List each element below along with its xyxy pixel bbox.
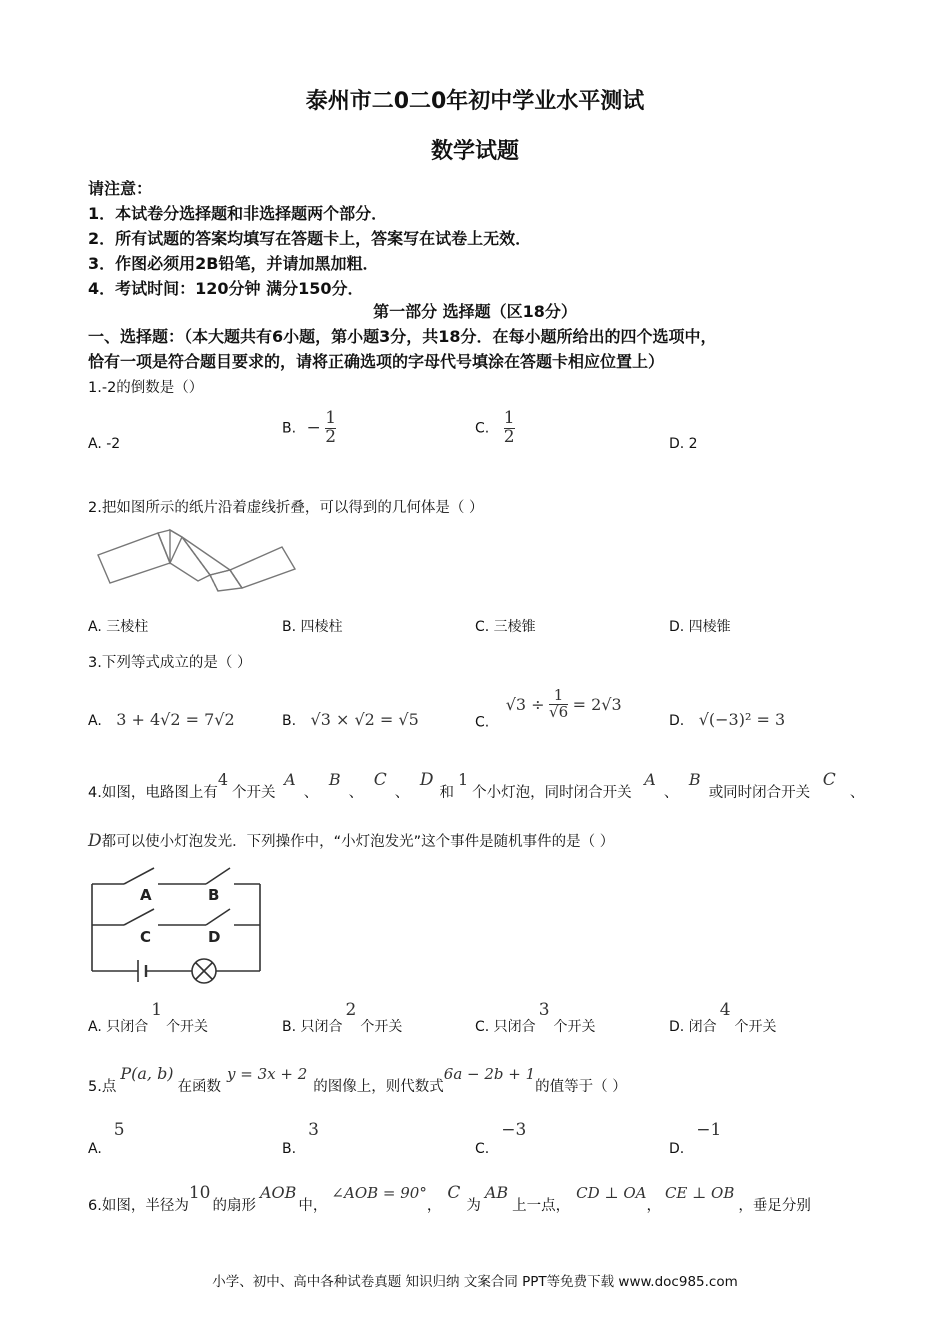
fraction: [504, 410, 515, 447]
text: ，垂足分别: [738, 1198, 811, 1214]
number: 3: [538, 1000, 550, 1020]
label-a: A: [140, 886, 152, 904]
text: C. 只闭合: [475, 1019, 536, 1035]
notice-item-4: 4．考试时间：120分钟 满分150分．: [88, 279, 364, 298]
option-label: C.: [475, 420, 490, 437]
text: 中，: [298, 1198, 328, 1214]
text: 、: [663, 785, 679, 801]
algebraic-expression: 6a − 2b + 1: [443, 1065, 536, 1083]
denominator: 2: [325, 426, 337, 447]
text: 个开关: [232, 785, 276, 801]
equation: 3 + 4√2 = 7√2: [116, 710, 235, 729]
q4-option-b: [282, 1000, 402, 1036]
numerator: 1: [553, 686, 564, 704]
q1-option-c: [475, 410, 515, 447]
equation: √(−3)² = 3: [698, 710, 786, 729]
folding-net-figure: [90, 525, 300, 595]
text: 上一点，: [512, 1198, 571, 1214]
q2-option-d: D. 四棱锥: [669, 619, 731, 635]
numerator: 1: [325, 408, 337, 428]
q1-stem: 1.-2的倒数是（）: [88, 380, 204, 396]
option-label: B.: [282, 420, 297, 437]
notice-item-2: 2．所有试题的答案均填写在答题卡上，答案写在试卷上无效．: [88, 229, 532, 248]
q4-line2: [88, 830, 614, 851]
option-label: D.: [669, 713, 685, 729]
q5-option-c: [475, 1120, 526, 1157]
section-instruction-line1: 一、选择题：（本大题共有6小题，第小题3分，共18分．在每小题所给出的四个选项中，: [88, 327, 717, 346]
q1-option-b: [282, 410, 336, 447]
label-c: C: [140, 928, 152, 946]
text: 都可以使小灯泡发光．下列操作中，“小灯泡发光”这个事件是随机事件的是（ ）: [101, 834, 615, 850]
q3-option-a: [88, 710, 235, 729]
q2-option-c: C. 三棱锥: [475, 619, 536, 635]
q4-option-c: [475, 1000, 596, 1036]
switch-b: B: [688, 770, 701, 789]
equation-rhs: = 2√3: [572, 694, 622, 714]
text: ，: [646, 1198, 661, 1214]
option-label: C.: [475, 714, 490, 731]
notice-heading: 请注意：: [88, 179, 153, 198]
number: 4: [719, 1000, 731, 1020]
numerator: 1: [503, 408, 515, 428]
option-label: D.: [669, 1141, 685, 1157]
text: 个开关: [734, 1019, 777, 1035]
q2-option-a: A. 三棱柱: [88, 619, 149, 635]
text: 个开关: [553, 1019, 596, 1035]
number: 1: [151, 1000, 163, 1020]
q3-option-b: [282, 710, 419, 729]
text: B. 只闭合: [282, 1019, 343, 1035]
option-label: C.: [475, 1141, 490, 1157]
text: 、: [394, 785, 410, 801]
text: ，: [426, 1198, 442, 1214]
notice-item-1: 1．本试卷分选择题和非选择题两个部分．: [88, 204, 388, 223]
page-footer: 小学、初中、高中各种试卷真题 知识归纳 文案合同 PPT等免费下载 www.doc985.com: [212, 1274, 738, 1290]
q4-option-a: [88, 1000, 208, 1036]
q5-stem: [88, 1064, 627, 1096]
text: 个开关: [360, 1019, 403, 1035]
minus-sign: −: [306, 418, 321, 439]
text: 为: [466, 1198, 481, 1214]
q5-option-d: [669, 1120, 721, 1157]
number-1: 1: [457, 770, 469, 789]
page-title: 泰州市二0二0年初中学业水平测试: [305, 89, 645, 114]
circuit-diagram: [88, 862, 264, 984]
denominator: √6: [549, 702, 569, 721]
switch-c: C: [373, 770, 387, 790]
angle-expression: ∠AOB = 90°: [331, 1184, 427, 1202]
text: 和: [439, 785, 454, 801]
text: 4.如图，电路图上有: [88, 785, 218, 801]
point-p: P(a, b): [120, 1064, 174, 1083]
switch-d: D: [419, 770, 434, 790]
q1-option-d: D. 2: [669, 436, 698, 452]
text: 、: [348, 785, 364, 801]
option-label: B.: [282, 713, 297, 729]
switch-a: A: [644, 770, 656, 789]
value: 5: [113, 1120, 125, 1140]
arc-ab: AB: [484, 1183, 509, 1202]
q1-option-a: A. -2: [88, 436, 121, 452]
option-label: A.: [88, 1141, 102, 1157]
q2-option-b: B. 四棱柱: [282, 619, 343, 635]
fraction: [549, 688, 568, 721]
value: 3: [308, 1120, 319, 1140]
text: 个开关: [166, 1019, 209, 1035]
q5-option-b: [282, 1120, 319, 1157]
switch-b: B: [328, 770, 341, 789]
section-instruction-line2: 恰有一项是符合题目要求的，请将正确选项的字母代号填涂在答题卡相应位置上）: [88, 352, 665, 371]
q3-option-d: [669, 710, 785, 729]
fraction: [325, 410, 336, 447]
value: −3: [501, 1120, 527, 1140]
text: 或同时闭合开关: [708, 785, 811, 801]
denominator: 2: [503, 426, 515, 447]
option-label: B.: [282, 1141, 297, 1157]
switch-a: A: [284, 770, 296, 789]
page-subtitle: 数学试题: [430, 139, 519, 164]
part-one-heading: 第一部分 选择题（区18分）: [373, 302, 577, 321]
q4-line1: [88, 770, 864, 802]
q5-option-a: [88, 1120, 125, 1157]
equation-lhs: √3 ÷: [505, 694, 545, 714]
perpendicular-cd: CD ⊥ OA: [576, 1184, 647, 1202]
radius: 10: [188, 1183, 211, 1203]
function-expression: y = 3x + 2: [227, 1065, 308, 1083]
text: 的图像上，则代数式: [313, 1079, 444, 1095]
value: −1: [696, 1120, 722, 1140]
label-d: D: [208, 928, 221, 946]
text: A. 只闭合: [88, 1019, 149, 1035]
switch-c: C: [822, 770, 836, 790]
equation: √3 × √2 = √5: [310, 710, 419, 729]
option-label: A.: [88, 713, 102, 729]
notice-item-3: 3．作图必须用2B铅笔，并请加黑加粗．: [88, 254, 379, 273]
switch-d: D: [88, 831, 102, 851]
text: 个小灯泡，同时闭合开关: [472, 785, 632, 801]
text: 的值等于（ ）: [535, 1079, 627, 1095]
point-c: C: [447, 1183, 461, 1203]
text: 、: [849, 785, 865, 801]
number-4: 4: [217, 770, 229, 789]
number: 2: [345, 1000, 357, 1020]
text: 、: [303, 785, 319, 801]
text: D. 闭合: [669, 1019, 717, 1035]
q3-stem: 3.下列等式成立的是（ ）: [88, 655, 252, 671]
q3-option-c: [475, 688, 622, 730]
perpendicular-ce: CE ⊥ OB: [664, 1184, 735, 1202]
text: 在函数: [177, 1079, 222, 1095]
sector-name: AOB: [259, 1183, 297, 1202]
text: 的扇形: [212, 1198, 256, 1214]
text: 5.点: [88, 1079, 117, 1095]
text: 6.如图，半径为: [88, 1198, 189, 1214]
q6-stem: [88, 1183, 811, 1215]
label-b: B: [208, 886, 220, 904]
q2-stem: 2.把如图所示的纸片沿着虚线折叠，可以得到的几何体是（ ）: [88, 500, 484, 516]
q4-option-d: [669, 1000, 777, 1036]
